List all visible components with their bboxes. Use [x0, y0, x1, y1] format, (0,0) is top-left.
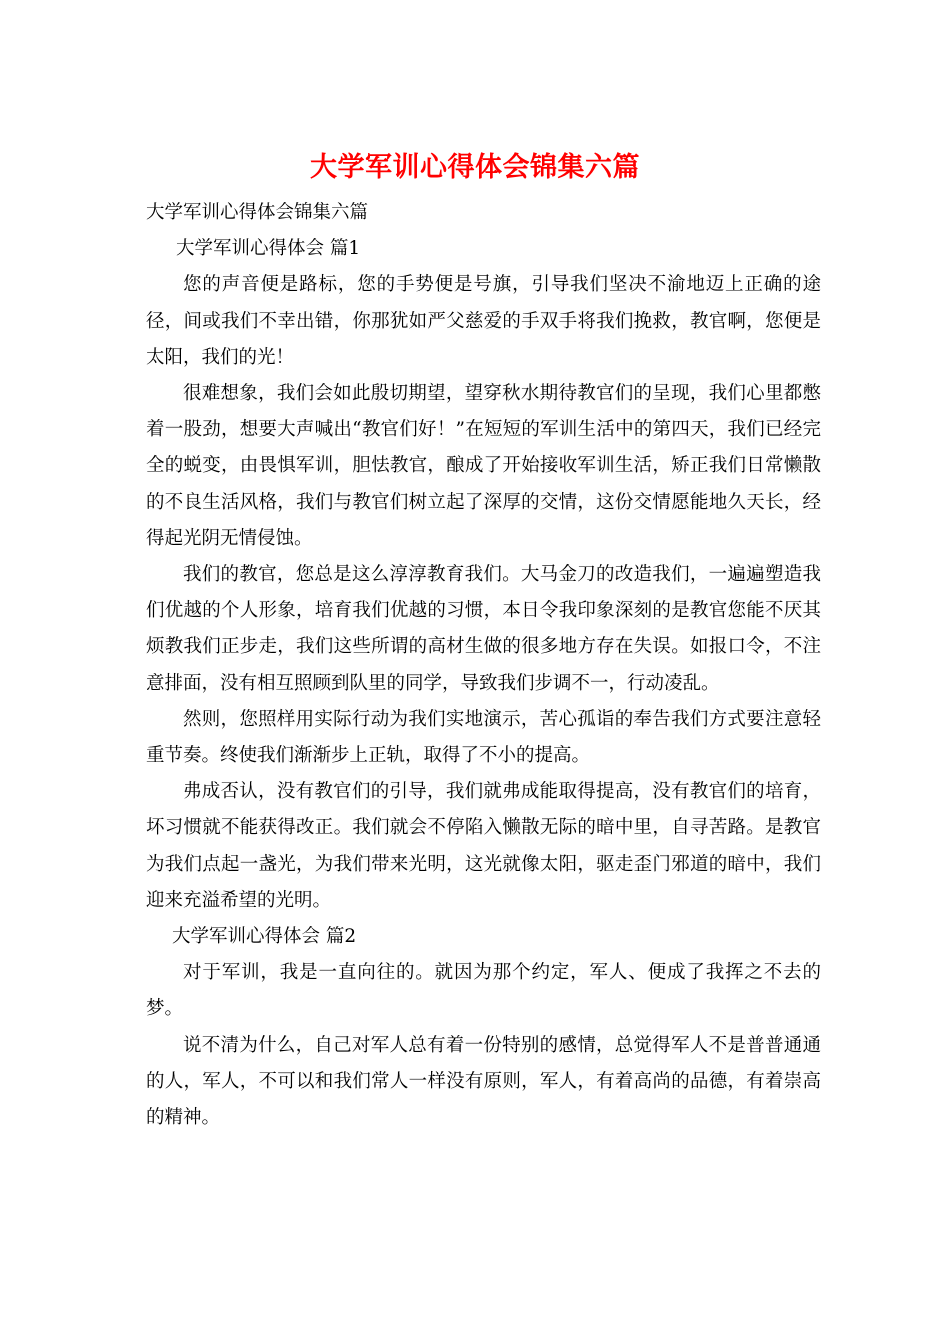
document-title: 大学军训心得体会锦集六篇: [310, 152, 640, 183]
paragraph-1-4: 然则，您照样用实际行动为我们实地演示，苦心孤诣的奉告我们方式要注意轻重节奏。终使我们渐渐步上正轨，取得了不小的提高。: [146, 708, 821, 767]
paragraph-2-2: 说不清为什么，自己对军人总有着一份特别的感情，总觉得军人不是普普通通的人，军人，不可以和我们常人一样没有原则，军人，有着高尚的品德，有着崇高的精神。: [146, 1034, 821, 1129]
paragraph-1-1: 您的声音便是路标，您的手势便是号旗，引导我们坚决不渝地迈上正确的途径，间或我们不幸出错，你那犹如严父慈爱的手双手将我们挽救，教官啊，您便是太阳，我们的光！: [146, 274, 821, 368]
document-body: [146, 195, 821, 1136]
paragraph-1-3: 我们的教官，您总是这么淳淳教育我们。大马金刀的改造我们，一遍遍塑造我们优越的个人形象，培育我们优越的习惯，本日令我印象深刻的是教官您能不厌其烦教我们正步走，我们这些所谓的高材生做的很多地方存在失误。如报口令，不注意排面，没有相互照顾到队里的同学，导致我们步调不一，行动凌乱。: [146, 564, 821, 694]
document-subtitle: 大学军训心得体会锦集六篇: [146, 202, 369, 223]
paragraph-2-1: 对于军训，我是一直向往的。就因为那个约定，军人、便成了我挥之不去的梦。: [146, 962, 821, 1020]
section-heading-2: 大学军训心得体会 篇2: [172, 926, 357, 948]
section-heading-1: 大学军训心得体会 篇1: [176, 238, 361, 260]
paragraph-1-2: 很难想象，我们会如此殷切期望，望穿秋水期待教官们的呈现，我们心里都憋着一股劲，想要大声喊出“教官们好！”在短短的军训生活中的第四天，我们已经完全的蜕变，由畏惧军训，胆怯教官，酿成了开始接收军训生活，矫正我们日常懒散的不良生活风格，我们与教官们树立起了深厚的交情，这份交情愿能地久天长，经得起光阴无情侵蚀。: [146, 383, 821, 549]
paragraph-1-5: 弗成否认，没有教官们的引导，我们就弗成能取得提高，没有教官们的培育，坏习惯就不能获得改正。我们就会不停陷入懒散无际的暗中里，自寻苦路。是教官为我们点起一盏光，为我们带来光明，这光就像太阳，驱走歪门邪道的暗中，我们迎来充溢希望的光明。: [146, 781, 821, 911]
